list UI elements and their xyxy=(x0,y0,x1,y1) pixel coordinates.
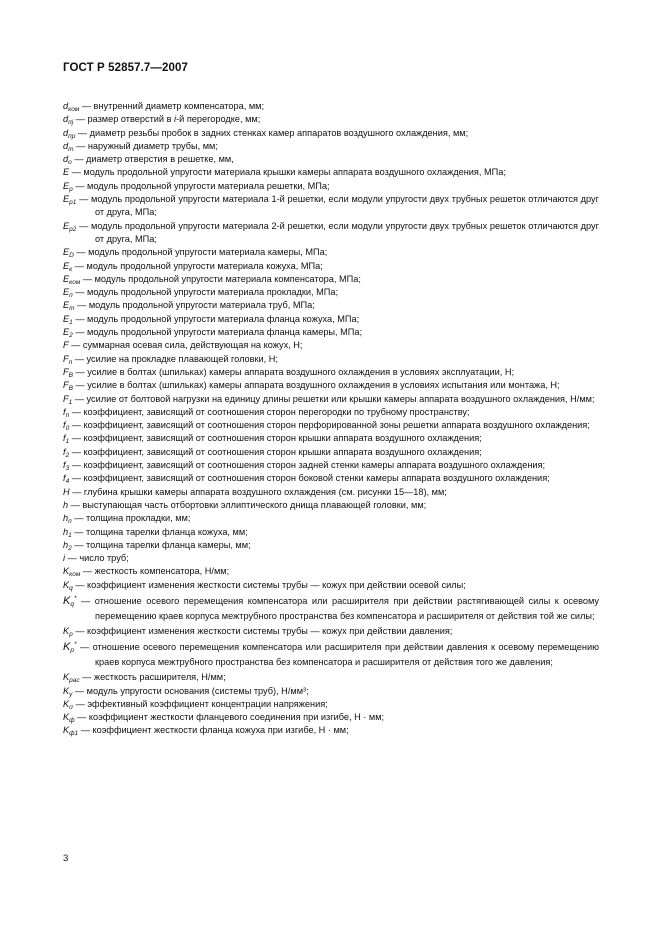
notation-definition: — модуль продольной упругости материала прокладки, МПа; xyxy=(72,287,339,298)
notation-symbol: $d_т$ xyxy=(63,140,74,153)
notation-entry xyxy=(63,594,599,624)
notation-symbol: $E_{р2}$ xyxy=(63,220,77,233)
notation-symbol: $E_{р1}$ xyxy=(63,194,77,207)
notation-definition: — модуль продольной упругости материала кожуха, МПа; xyxy=(72,260,323,271)
notation-entry xyxy=(63,366,599,379)
notation-symbol: $F_п$ xyxy=(63,353,73,366)
notation-entry xyxy=(63,220,599,247)
notation-definition: — толщина тарелки фланца камеры, мм; xyxy=(71,539,251,550)
notation-definition: — модуль продольной упругости материала фланца камеры, МПа; xyxy=(72,327,363,338)
notation-definition: — коэффициент, зависящий от соотношения сторон боковой стенки камеры аппарата воздушного охлаждения; xyxy=(69,473,550,484)
notation-definition: — диаметр отверстия в решетке, мм, xyxy=(71,154,234,165)
notation-symbol: $E_к$ xyxy=(63,260,73,273)
notation-entry xyxy=(63,640,599,670)
notation-symbol: $K_q^*$ xyxy=(63,594,77,608)
notation-entry xyxy=(63,127,599,140)
notation-symbol: F xyxy=(63,340,69,351)
notation-entry xyxy=(63,153,599,166)
notation-symbol: $h_2$ xyxy=(63,539,72,552)
notation-entry xyxy=(63,539,599,552)
notation-definition: — коэффициент изменения жесткости системы трубы — кожух при действии давления; xyxy=(72,625,453,636)
notation-definition: — толщина тарелки фланца кожуха, мм; xyxy=(71,526,248,537)
notation-entry xyxy=(63,724,599,737)
notation-definition: — толщина прокладки, мм; xyxy=(71,513,191,524)
notation-definition: — модуль продольной упругости материала камеры, МПа; xyxy=(73,247,328,258)
notation-entry xyxy=(63,565,599,578)
notation-symbol: $E_р$ xyxy=(63,180,73,193)
notation-entry xyxy=(63,579,599,592)
notation-symbol: $E_2$ xyxy=(63,327,73,340)
notation-symbol: $h_п$ xyxy=(63,513,72,526)
notation-entry xyxy=(63,353,599,366)
notation-definition: — модуль продольной упругости материала 1-й решетки, если модули упругости двух трубных решеток отличаются друг от друга, МПа; xyxy=(76,194,599,218)
notation-entry xyxy=(63,512,599,525)
notation-definition: — модуль упругости основания (системы труб), Н/мм³; xyxy=(72,685,309,696)
notation-symbol: h xyxy=(63,499,69,510)
notation-entry xyxy=(63,246,599,259)
notation-entry xyxy=(63,486,599,499)
notation-symbol: $K_q$ xyxy=(63,579,73,592)
notation-entry xyxy=(63,286,599,299)
notation-definition: — модуль продольной упругости материала труб, МПа; xyxy=(74,300,315,311)
notation-definition: — отношение осевого перемещения компенсатора или расширителя при действии давления к осевому перемещению краев корпуса межтрубного пространства без компенсатора и расширителя от действия того же давления; xyxy=(76,642,599,668)
notation-definition: — коэффициент изменения жесткости системы трубы — кожух при действии осевой силы; xyxy=(72,579,466,590)
notation-symbol: $d_{пр}$ xyxy=(63,127,76,140)
notation-symbol: $K_{рас}$ xyxy=(63,672,80,685)
notation-definition: — наружный диаметр трубы, мм; xyxy=(73,140,218,151)
notation-symbol: $f_4$ xyxy=(63,473,70,486)
notation-entry xyxy=(63,379,599,392)
notation-entry: $d_{пj}$ — размер отверстий в i-й перегородке, мм; xyxy=(63,114,261,127)
notation-definition: — усилие в болтах (шпильках) камеры аппарата воздушного охлаждения в условиях испытания или монтажа, Н; xyxy=(72,380,560,391)
notation-entry xyxy=(63,180,599,193)
notation-entry xyxy=(63,446,599,459)
notation-entry xyxy=(63,299,599,312)
notation-definition: — жесткость компенсатора, Н/мм; xyxy=(80,566,230,577)
notation-symbol: E xyxy=(63,167,70,178)
notation-symbol: $f_2$ xyxy=(63,446,70,459)
notation-entry xyxy=(63,552,599,565)
notation-definition: — коэффициент, зависящий от соотношения сторон перфорированной зоны решетки аппарата воздушного охлаждения; xyxy=(69,420,590,431)
notation-entry xyxy=(63,526,599,539)
notation-symbol: $h_1$ xyxy=(63,526,72,539)
notation-symbol: $E_п$ xyxy=(63,287,73,300)
notation-definition: — число труб; xyxy=(65,553,129,564)
page-number: 3 xyxy=(63,853,69,864)
notation-symbol: $d_о$ xyxy=(63,154,72,167)
notation-entry xyxy=(63,419,599,432)
notation-symbol: $E_{ком}$ xyxy=(63,273,81,286)
notation-symbol: $E_1$ xyxy=(63,313,73,326)
notation-definition: — коэффициент, зависящий от соотношения сторон крышки аппарата воздушного охлаждения; xyxy=(69,433,482,444)
notation-symbol: $K_{ф1}$ xyxy=(63,725,79,738)
notation-definition: — коэффициент, зависящий от соотношения сторон крышки аппарата воздушного охлаждения; xyxy=(69,446,482,457)
notation-definition: — глубина крышки камеры аппарата воздушного охлаждения (см. рисунки 15—18), мм; xyxy=(69,486,447,497)
notation-entry xyxy=(63,313,599,326)
notation-symbol: $K_p$ xyxy=(63,625,73,638)
notation-symbol: $d_{пj}$ xyxy=(63,114,74,127)
notation-entry xyxy=(63,406,599,419)
notation-entry xyxy=(63,432,599,445)
notation-symbol: $f_0$ xyxy=(63,420,70,433)
notation-symbol: $K_{ком}$ xyxy=(63,566,81,579)
notation-definition: — суммарная осевая сила, действующая на кожух, Н; xyxy=(68,340,303,351)
notation-entry xyxy=(63,100,599,113)
notation-symbol: $f_п$ xyxy=(63,406,70,419)
notation-definition: — модуль продольной упругости материала фланца кожуха, МПа; xyxy=(72,313,360,324)
notation-symbol: $f_1$ xyxy=(63,433,70,446)
notation-definition: — коэффициент жесткости фланцевого соединения при изгибе, Н · мм; xyxy=(74,712,385,723)
notation-symbol: $E_D$ xyxy=(63,247,74,260)
notation-symbol: $F_B$ xyxy=(63,380,73,393)
notation-entry xyxy=(63,393,599,406)
notation-symbol: $K_y$ xyxy=(63,685,73,698)
notation-definition: — коэффициент жесткости фланца кожуха при изгибе, Н · мм; xyxy=(78,725,349,736)
notation-definition: — усилие на прокладке плавающей головки, Н; xyxy=(72,353,278,364)
notation-symbol: $d_{ком}$ xyxy=(63,101,80,113)
notation-list xyxy=(63,100,599,738)
notation-definition: — диаметр резьбы пробок в задних стенках камер аппаратов воздушного охлаждения, мм; xyxy=(75,127,469,138)
notation-symbol: H xyxy=(63,486,70,497)
notation-definition: — усилие в болтах (шпильках) камеры аппарата воздушного охлаждения в условиях эксплуатации, Н; xyxy=(72,366,515,377)
notation-entry xyxy=(63,166,599,179)
notation-definition: — модуль продольной упругости материала крышки камеры аппарата воздушного охлаждения, МПа; xyxy=(69,167,506,178)
notation-entry xyxy=(63,140,599,153)
notation-symbol: $K_\sigma$ xyxy=(63,698,74,711)
notation-entry xyxy=(63,260,599,273)
notation-entry xyxy=(63,459,599,472)
notation-definition: — отношение осевого перемещения компенсатора или расширителя при действии растягивающей силы к осевому перемещению краев корпуса межтрубного пространства без компенсатора и расширителя от действия той же силы; xyxy=(76,595,599,621)
notation-symbol: $K_ф$ xyxy=(63,712,75,725)
notation-entry xyxy=(63,711,599,724)
notation-definition: — модуль продольной упругости материала решетки, МПа; xyxy=(72,180,330,191)
notation-entry xyxy=(63,339,599,352)
notation-definition: — модуль продольной упругости материала 2-й решетки, если модули упругости двух трубных решеток отличаются друг от друга, МПа; xyxy=(76,220,599,244)
notation-entry xyxy=(63,698,599,711)
notation-entry xyxy=(63,472,599,485)
notation-symbol: $F_B$ xyxy=(63,366,73,379)
notation-entry xyxy=(63,671,599,684)
notation-symbol: $F_1$ xyxy=(63,393,73,406)
notation-entry xyxy=(63,499,599,512)
notation-symbol: i xyxy=(63,553,66,564)
notation-definition: — модуль продольной упругости материала компенсатора, МПа; xyxy=(80,273,361,284)
notation-definition: — выступающая часть отбортовки эллиптического днища плавающей головки, мм; xyxy=(68,499,427,510)
notation-definition: — жесткость расширителя, Н/мм; xyxy=(79,672,226,683)
notation-entry xyxy=(63,326,599,339)
notation-entry xyxy=(63,685,599,698)
notation-definition: — коэффициент, зависящий от соотношения сторон перегородки по трубному пространству; xyxy=(69,406,470,417)
notation-entry xyxy=(63,625,599,638)
notation-symbol: $f_3$ xyxy=(63,460,70,473)
notation-symbol: $K_p^*$ xyxy=(63,641,77,655)
notation-definition: — коэффициент, зависящий от соотношения сторон задней стенки камеры аппарата воздушного охлаждения; xyxy=(69,460,546,471)
notation-entry xyxy=(63,273,599,286)
notation-symbol: $E_т$ xyxy=(63,300,75,313)
notation-definition: — усилие от болтовой нагрузки на единицу длины решетки или крышки камеры аппарата воздушного охлаждения, Н/мм; xyxy=(72,393,595,404)
notation-definition: — размер отверстий в xyxy=(73,114,175,125)
notation-entry xyxy=(63,193,599,220)
standard-header: ГОСТ Р 52857.7—2007 xyxy=(63,62,188,74)
notation-definition: — внутренний диаметр компенсатора, мм; xyxy=(79,101,265,111)
notation-definition: — эффективный коэффициент концентрации напряжения; xyxy=(73,698,328,709)
